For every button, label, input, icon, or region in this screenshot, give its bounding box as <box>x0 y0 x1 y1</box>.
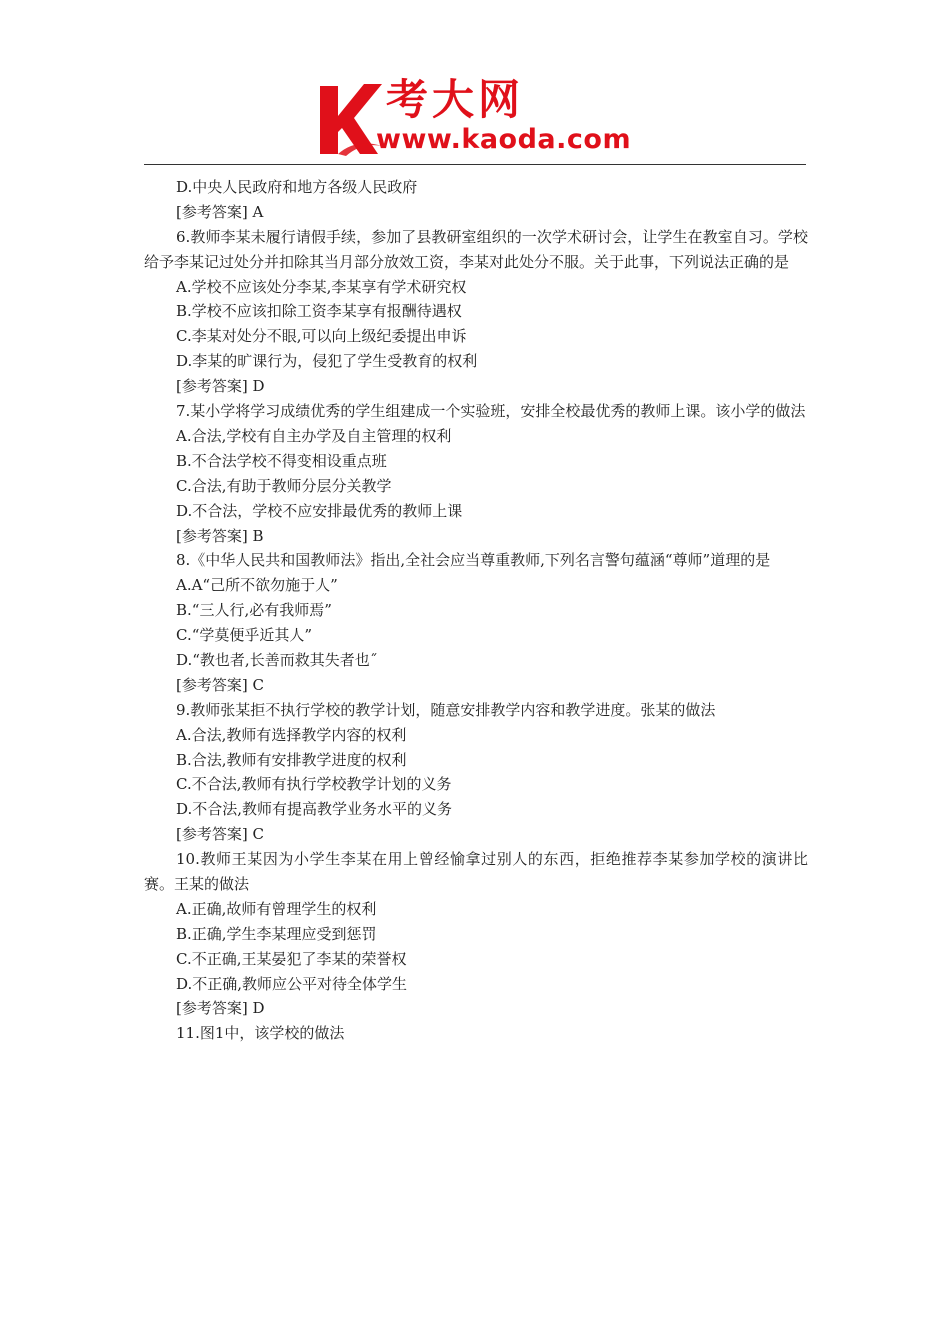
option-line: A.学校不应该处分李某,李某享有学术研究权 <box>176 277 467 296</box>
kaoda-logo[interactable] <box>316 72 646 162</box>
option-line: D.不合法，学校不应安排最优秀的教师上课 <box>176 501 463 520</box>
option-line: D.李某的旷课行为，侵犯了学生受教育的权利 <box>176 352 478 371</box>
header-divider <box>144 164 806 165</box>
page-header <box>0 0 950 170</box>
option-line: C.不正确,王某晏犯了李某的荣誉权 <box>176 949 407 968</box>
answer-line: [参考答案] C <box>176 825 264 844</box>
option-line: D.不合法,教师有提高教学业务水平的义务 <box>176 800 453 819</box>
question-text: 7.某小学将学习成绩优秀的学生组建成一个实验班，安排全校最优秀的教师上课。该小学的做法 <box>176 402 806 421</box>
question-text: 11.图1中，该学校的做法 <box>176 1024 345 1043</box>
question-text: 9.教师张某拒不执行学校的教学计划，随意安排教学内容和教学进度。张某的做法 <box>176 700 716 719</box>
option-line: B.不合法学校不得变相设重点班 <box>176 451 387 470</box>
answer-line: [参考答案] B <box>176 526 264 545</box>
option-line: A.合法,教师有选择教学内容的权利 <box>176 725 407 744</box>
option-line: A.A“己所不欲勿施于人” <box>176 576 338 595</box>
answer-line: [参考答案] D <box>176 999 265 1018</box>
option-line: C.合法,有助于教师分层分关教学 <box>176 476 392 495</box>
option-line: A.正确,故师有曾理学生的权利 <box>176 899 377 918</box>
option-line: D.中央人民政府和地方各级人民政府 <box>176 178 418 196</box>
option-line: B.合法,教师有安排教学进度的权利 <box>176 750 407 769</box>
logo-chinese-text: 考大网 <box>386 75 525 124</box>
option-line: D.“教也者,长善而救其失者也˝ <box>176 650 378 669</box>
question-text: 6.教师李某未履行请假手续，参加了县教研室组织的一次学术研讨会，让学生在教室自习。学校给予李某记过处分并扣除其当月部分放效工资，李某对此处分不服。关于此事，下列说法正确的是 <box>144 227 808 271</box>
option-line: A.合法,学校有自主办学及自主管理的权利 <box>176 426 452 445</box>
option-line: B.“三人行,必有我师焉” <box>176 601 332 620</box>
question-text: 10.教师王某因为小学生李某在用上曾经愉拿过别人的东西，拒绝推荐李某参加学校的演讲比赛。王某的做法 <box>144 850 808 894</box>
answer-line: [参考答案] A <box>176 202 264 221</box>
option-line: C.不合法,教师有执行学校教学计划的义务 <box>176 775 452 794</box>
option-line: C.李某对处分不眼,可以向上级纪委提出申诉 <box>176 327 467 346</box>
option-line: C.“学莫便乎近其人” <box>176 626 313 645</box>
option-line: B.学校不应该扣除工资李某享有报酬待遇权 <box>176 302 462 321</box>
option-line: B.正确,学生李某理应受到惩罚 <box>176 924 377 943</box>
option-line: D.不正确,教师应公平对待全体学生 <box>176 974 408 993</box>
question-text: 8.《中华人民共和国教师法》指出,全社会应当尊重教师,下列名言警句蕴涵“尊师”道理的是 <box>176 551 771 570</box>
answer-line: [参考答案] C <box>176 675 264 694</box>
logo-url-text: www.kaoda.com <box>376 124 632 155</box>
answer-line: [参考答案] D <box>176 377 265 396</box>
document-body <box>144 175 808 1046</box>
